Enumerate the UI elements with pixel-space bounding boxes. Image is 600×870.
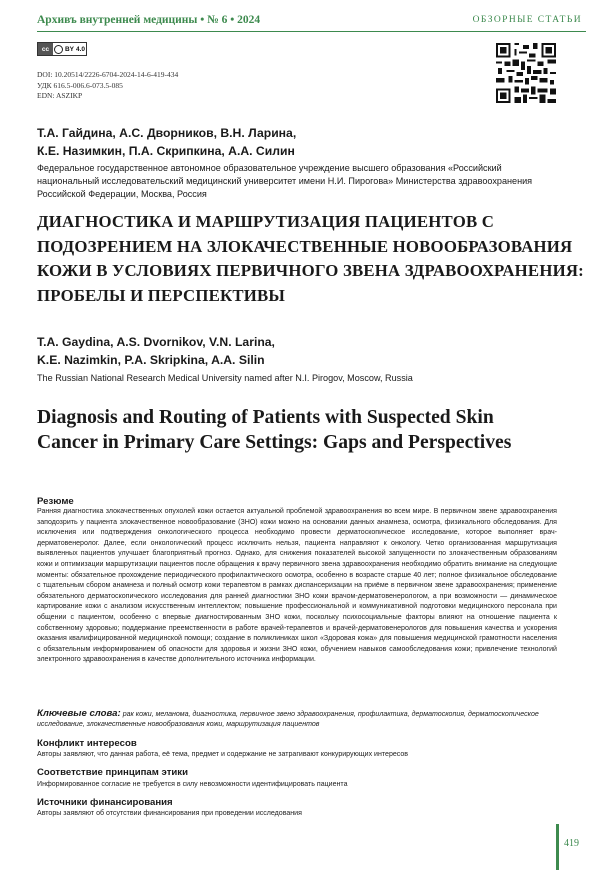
article-identifiers: [37, 70, 178, 102]
article-title-ru: ДИАГНОСТИКА И МАРШРУТИЗАЦИЯ ПАЦИЕНТОВ С ПОДОЗРЕНИЕМ НА ЗЛОКАЧЕСТВЕННЫЕ НОВООБРАЗОВАНИЯ КОЖИ В УСЛОВИЯХ ПЕРВИЧНОГО ЗВЕНА ЗДРАВООХРАНЕНИЯ: ПРОБЕЛЫ И ПЕРСПЕКТИВЫ: [37, 212, 584, 305]
doi[interactable]: DOI: 10.20514/2226-6704-2024-14-6-419-434: [37, 70, 179, 79]
cc-icon: [38, 43, 53, 55]
authors-en-line-1: T.A. Gaydina, A.S. Dvornikov, V.N. Larina,: [37, 335, 275, 349]
keywords-text: рак кожи, меланома, диагностика, первичное звено здравоохранения, профилактика, дерматоскопия, дерматоскопическое исследование, злокачественные новообразования кожи, маршрутизация пациентов: [37, 711, 539, 729]
authors-en: [37, 333, 457, 369]
by-label: BY: [64, 45, 74, 53]
abstract-text: Ранняя диагностика злокачественных опухолей кожи остается актуальной проблемой здравоохранения во всем мире. В первичном звене здравоохранения заподозрить у пациента злокачественное новообразование (ЗНО) кожи можно на основании данных анамнеза, осмотра, физикального обследования. Для исключения или подтверждения онкологического процесса необходимо провести дерматоскопическое исследование, которое выполняет врач-дерматовенеролог. Далее, если онкологический процесс исключить нельзя, пациента направляют к онкологу. Четко организованная маршрутизация выявленных пациентов улучшает благоприятный прогноз. Однако, для снижения показателей высокой запущенности по злокачественным образованиям кожи и оптимизации маршрутизации пациентов после обращения к врачу первичного звена здравоохранения необходимо обратить внимание на следующие моменты: обязательное прохождение периодического профилактического осмотра, особенно в возрасте старше 40 лет; полное физикальное обследование с тщательным сбором анамнеза и полный осмотр кожи терапевтом в рамках диспансеризации на приёме в первичном звене здравоохранения; применение обязательного дерматоскопического исследования для ранней диагностики ЗНО кожи врачом-дерматовенерологом, а при возможности — динамическое картирование кожи с анализом искусственным интеллектом; повышение профессиональной и коммуникативной подготовки медицинского персонала при общении с пациентом, особенно с впервые диагностированным ЗНО кожи, поскольку психосоциальные факторы влияют на отношение пациента к собственному здоровью; поддержание преемственности в работе врачей-терапевтов и врачей-дерматовенерологов для повышения качества и ускорения оказания квалифицированной медицинской помощи; создание в поликлиниках школ «Здоровая кожа» для повышения медицинской грамотности населения с обязательным информированием об опасности для здоровья и жизни ЗНО кожи, обучением навыков самообследования кожи; привлечение технологий электронного здравоохранения в качестве дополнительного источника информации.: [37, 508, 557, 664]
ethics-heading: Соответствие принципам этики: [37, 767, 188, 778]
qr-code-icon[interactable]: [496, 43, 556, 103]
authors-ru-line-1: Т.А. Гайдина, А.С. Дворников, В.Н. Ларина,: [37, 126, 297, 140]
ethics-text: Информированное согласие не требуется в силу невозможности идентифицировать пациента: [37, 781, 348, 788]
page-number: 419: [564, 838, 579, 849]
page-edge-bar: [556, 824, 559, 870]
udc: УДК 616.5-006.6-073.5-085: [37, 80, 123, 90]
edn: EDN: ASZIKP: [37, 91, 83, 100]
keywords-label: Ключевые слова:: [37, 708, 121, 719]
article-title-en: Diagnosis and Routing of Patients with Suspected Skin Cancer in Primary Care Settings: Gaps and Perspectives: [37, 407, 512, 453]
attribution-icon: [54, 45, 63, 54]
cc-license-badge[interactable]: [37, 42, 87, 56]
journal-title: Архивъ внутренней медицины • № 6 • 2024: [37, 14, 261, 26]
page-header: [37, 8, 586, 32]
funding-text: Авторы заявляют об отсутствии финансирования при проведении исследования: [37, 810, 302, 817]
funding-heading: Источники финансирования: [37, 797, 173, 808]
authors-en-line-2: K.E. Nazimkin, P.A. Skripkina, A.A. Silin: [37, 353, 265, 367]
by-icon: [53, 43, 86, 55]
cc-label: cc: [41, 45, 50, 53]
authors-ru-line-2: К.Е. Назимкин, П.А. Скрипкина, А.А. Силин: [37, 144, 295, 158]
conflict-text: Авторы заявляют, что данная работа, её тема, предмет и содержание не затрагивают конкурирующих интересов: [37, 751, 409, 758]
keywords: [37, 709, 557, 730]
affiliation-ru: Федеральное государственное автономное образовательное учреждение высшего образования «Российский национальный исследовательский медицинский университет имени Н.И. Пирогова» Министерства здравоохранения Российской Федерации, Москва, Россия: [37, 163, 533, 199]
affiliation-en: The Russian National Research Medical University named after N.I. Pirogov, Moscow, Russia: [37, 373, 413, 383]
license-version: 4.0: [75, 45, 86, 53]
abstract-heading: Резюме: [37, 496, 74, 507]
section-label: ОБЗОРНЫЕ СТАТЬИ: [472, 15, 582, 25]
header-rule: [37, 31, 586, 32]
conflict-heading: Конфликт интересов: [37, 738, 137, 749]
authors-ru: [37, 124, 457, 160]
